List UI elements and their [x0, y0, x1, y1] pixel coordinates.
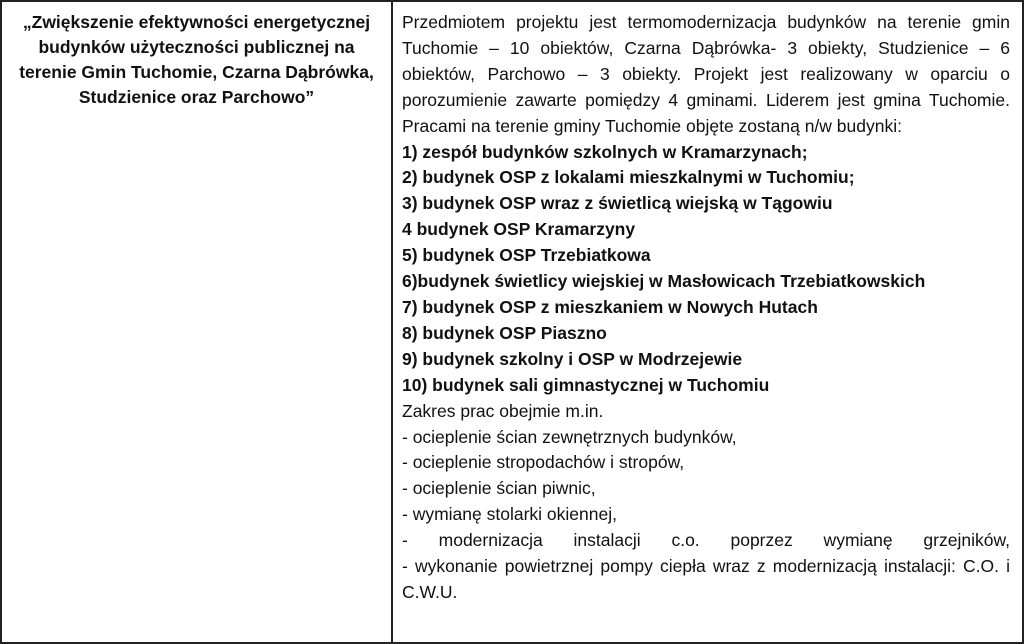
list-item: - ocieplenie ścian piwnic, — [402, 478, 596, 499]
buildings-list — [402, 140, 1010, 399]
table-row — [1, 1, 1023, 643]
list-item: 3) budynek OSP wraz z świetlicą wiejską w Tągowiu — [402, 193, 833, 214]
list-item: 2) budynek OSP z lokalami mieszkalnymi w Tuchomiu; — [402, 167, 855, 188]
project-description-cell — [392, 1, 1023, 643]
list-item: - wymianę stolarki okiennej, — [402, 504, 617, 525]
project-title-cell — [1, 1, 392, 643]
list-item: - ocieplenie ścian zewnętrznych budynków, — [402, 426, 737, 447]
scope-list — [402, 425, 1010, 606]
list-item: 9) budynek szkolny i OSP w Modrzejewie — [402, 348, 743, 369]
project-intro: Przedmiotem projektu jest termomodernizacja budynków na terenie gmin Tuchomie – 10 obiektów, Czarna Dąbrówka- 3 obiekty, Studzienice – 6 obiektów, Parchowo – 3 obiekty. Projekt jest realizowany w oparciu o porozumienie zawarte pomiędzy 4 gminami. Liderem jest gmina Tuchomie. Pracami na terenie gminy Tuchomie objęte zostaną n/w budynki: — [402, 12, 1010, 136]
list-item: 10) budynek sali gimnastycznej w Tuchomiu — [402, 374, 770, 395]
list-item: - modernizacja instalacji c.o. poprzez wymianę grzejników, — [402, 530, 1010, 551]
list-item: 6)budynek świetlicy wiejskiej w Masłowicach Trzebiatkowskich — [402, 271, 926, 292]
list-item: - ocieplenie stropodachów i stropów, — [402, 452, 685, 473]
list-item: 5) budynek OSP Trzebiatkowa — [402, 245, 651, 266]
scope-heading: Zakres prac obejmie m.in. — [402, 400, 604, 421]
project-title: „Zwiększenie efektywności energetycznej budynków użyteczności publicznej na terenie Gmin Tuchomie, Czarna Dąbrówka, Studzienice oraz Parchowo” — [19, 12, 374, 107]
project-description — [393, 2, 1022, 606]
list-item: 4 budynek OSP Kramarzyny — [402, 219, 636, 240]
list-item: 7) budynek OSP z mieszkaniem w Nowych Hutach — [402, 296, 818, 317]
list-item: - wykonanie powietrznej pompy ciepła wraz z modernizacją instalacji: C.O. i C.W.U. — [402, 556, 1010, 602]
list-item: 1) zespół budynków szkolnych w Kramarzynach; — [402, 141, 808, 162]
list-item: 8) budynek OSP Piaszno — [402, 322, 607, 343]
